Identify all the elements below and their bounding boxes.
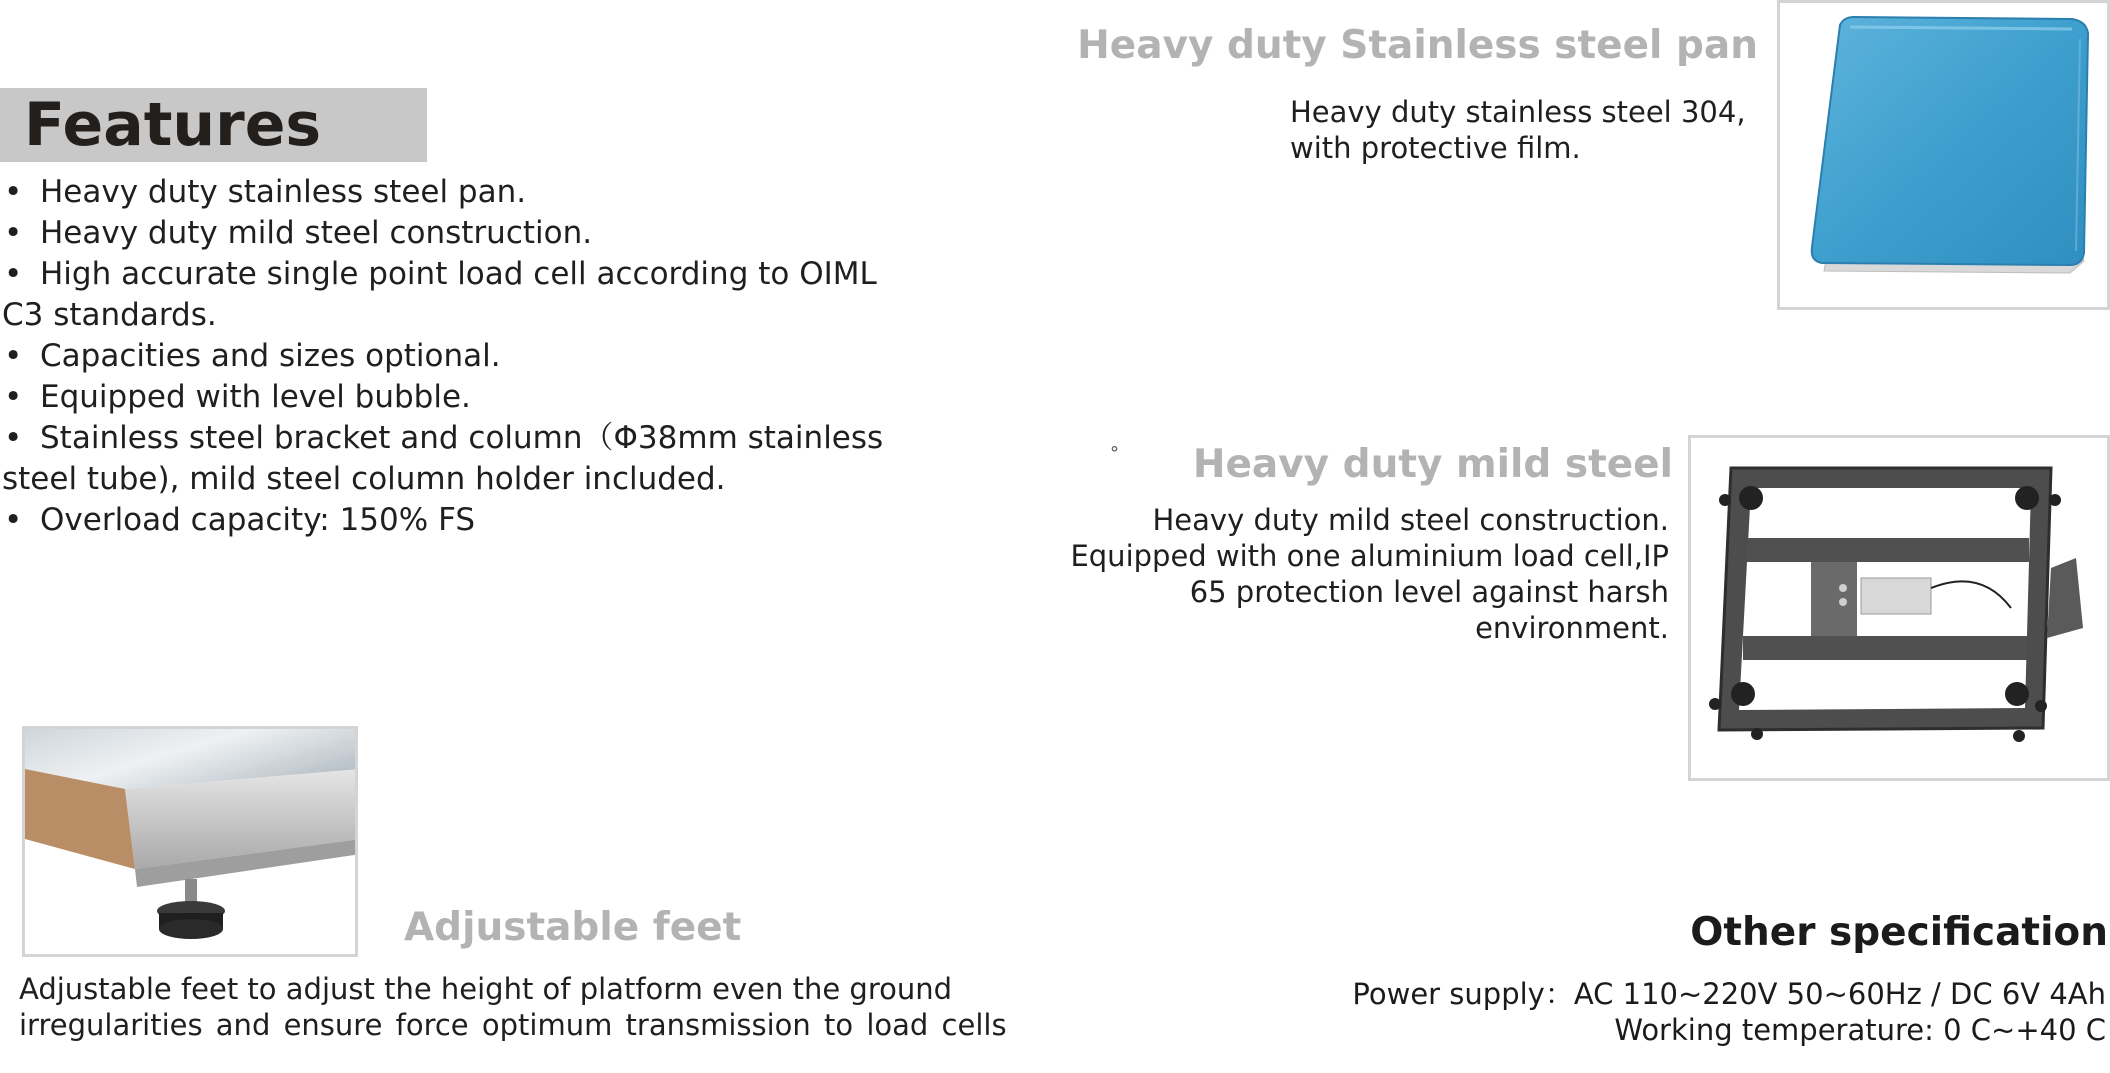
- feature-text: Heavy duty mild steel construction.: [40, 215, 593, 251]
- working-temperature-line: Working temperature: 0 C~+40 C: [1614, 1013, 2106, 1047]
- feature-text: Overload capacity: 150% FS: [40, 502, 476, 538]
- adjustable-feet-heading: Adjustable feet: [404, 905, 742, 950]
- stainless-pan-photo: [1777, 0, 2110, 310]
- feature-list: [0, 172, 960, 541]
- adjustable-feet-description: [19, 971, 1007, 1043]
- bullet: •: [4, 502, 23, 538]
- mild-steel-frame-image: [1691, 438, 2110, 781]
- pan-heading: Heavy duty Stainless steel pan: [1077, 23, 1758, 68]
- adjustable-feet-photo: [22, 726, 358, 957]
- feature-item: [0, 500, 960, 541]
- feature-item: [0, 254, 960, 295]
- small-marker: °: [1110, 443, 1119, 464]
- adjustable-feet-description-line: irregularities and ensure force optimum transmission to load cells: [19, 1008, 1007, 1042]
- mild-steel-frame-photo: [1688, 435, 2110, 781]
- mild-steel-heading: Heavy duty mild steel: [1192, 442, 1673, 487]
- power-supply-line: Power supply：AC 110~220V 50~60Hz / DC 6V 4Ah: [1352, 977, 2106, 1011]
- bullet: •: [4, 420, 23, 456]
- feature-text: High accurate single point load cell according to OIML: [40, 256, 877, 292]
- feature-item-continued: [0, 459, 960, 500]
- feature-item: [0, 172, 960, 213]
- bullet: •: [4, 174, 23, 210]
- bullet: •: [4, 338, 23, 374]
- feature-text: C3 standards.: [2, 297, 217, 333]
- adjustable-feet-description-line: Adjustable feet to adjust the height of platform even the ground: [19, 972, 953, 1006]
- bullet: •: [4, 256, 23, 292]
- adjustable-feet-image: [25, 729, 358, 957]
- feature-item: [0, 377, 960, 418]
- stainless-pan-image: [1780, 3, 2110, 310]
- feature-item: [0, 418, 960, 459]
- feature-text: Equipped with level bubble.: [40, 379, 471, 415]
- mild-steel-description-line: Heavy duty mild steel construction.: [1152, 503, 1669, 537]
- mild-steel-description-line: environment.: [1475, 611, 1669, 645]
- other-specification-details: [1352, 976, 2106, 1048]
- feature-item: [0, 336, 960, 377]
- mild-steel-description-line: Equipped with one aluminium load cell,IP: [1070, 539, 1669, 573]
- feature-text: Heavy duty stainless steel pan.: [40, 174, 527, 210]
- feature-text: steel tube), mild steel column holder included.: [2, 461, 726, 497]
- pan-description: [1290, 94, 1746, 166]
- bullet: •: [4, 379, 23, 415]
- pan-description-line: with protective film.: [1290, 131, 1581, 165]
- mild-steel-description-line: 65 protection level against harsh: [1189, 575, 1669, 609]
- mild-steel-description: [1070, 502, 1669, 646]
- feature-item-continued: [0, 295, 960, 336]
- feature-item: [0, 213, 960, 254]
- pan-description-line: Heavy duty stainless steel 304,: [1290, 95, 1746, 129]
- features-title: Features: [24, 90, 322, 160]
- feature-text: Capacities and sizes optional.: [40, 338, 501, 374]
- bullet: •: [4, 215, 23, 251]
- feature-text: Stainless steel bracket and column（Φ38mm stainless: [40, 420, 884, 456]
- other-specification-heading: Other specification: [1690, 910, 2108, 955]
